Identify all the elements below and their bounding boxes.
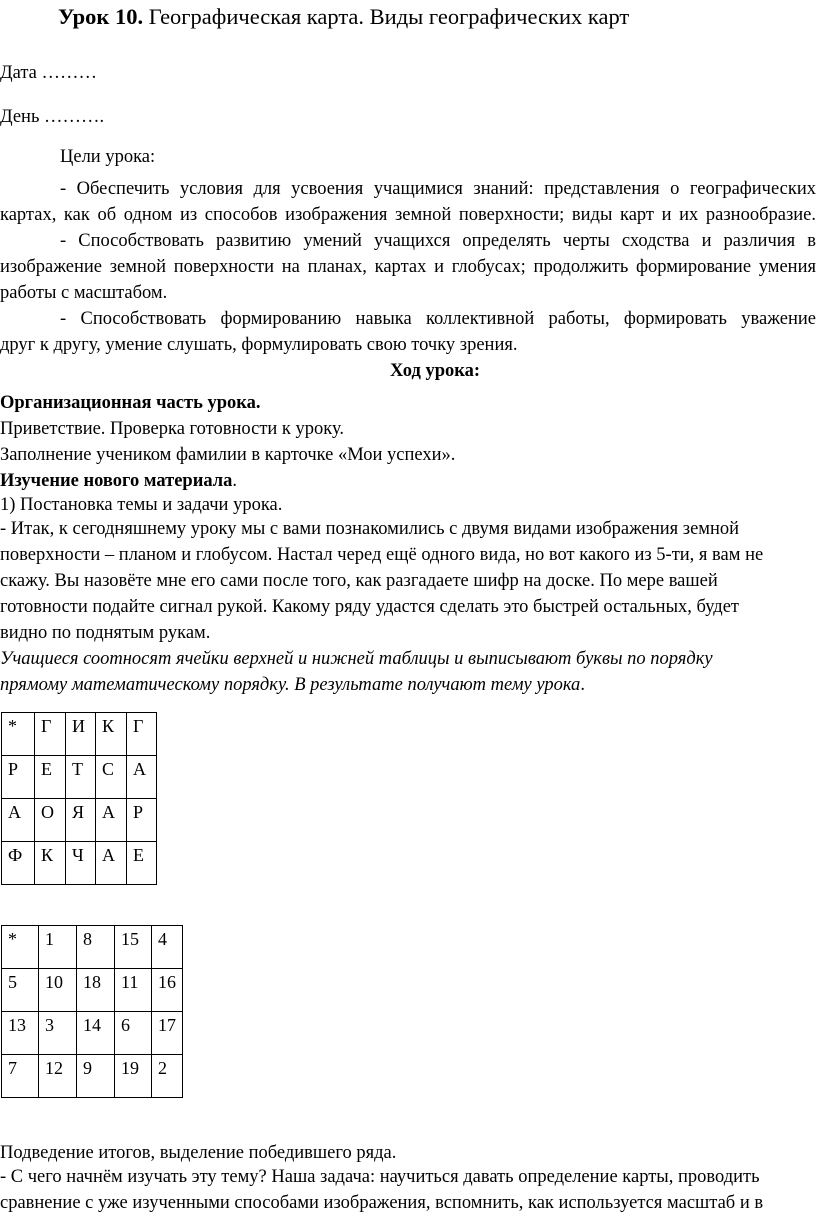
speech-line-2: поверхности – планом и глобусом. Настал черед ещё одного вида, но вот какого из 5-ти, я вам не (0, 545, 764, 565)
letters-cell: И (66, 713, 96, 756)
letters-cell: Г (35, 713, 66, 756)
numbers-cell: 7 (2, 1055, 39, 1098)
letters-cell: Ф (2, 842, 35, 885)
numbers-table-row (2, 1012, 183, 1055)
goal-2-line-3: работы с масштабом. (0, 283, 168, 303)
letters-table-row (2, 799, 157, 842)
numbers-cell: 15 (115, 926, 152, 969)
letters-cell: А (96, 799, 127, 842)
numbers-cell: 10 (39, 969, 77, 1012)
letters-cell: Я (66, 799, 96, 842)
new-material-label: Изучение нового материала (0, 471, 233, 491)
numbers-cell: 12 (39, 1055, 77, 1098)
numbers-cell: 3 (39, 1012, 77, 1055)
numbers-cell: 14 (77, 1012, 115, 1055)
speech-line-5: видно по поднятым рукам. (0, 623, 211, 643)
lesson-number: Урок 10. (58, 4, 144, 29)
numbers-cell: 18 (77, 969, 115, 1012)
course-heading: Ход урока: (389, 361, 481, 381)
instruction-line-2 (0, 672, 585, 698)
numbers-cell: 8 (77, 926, 115, 969)
letters-cell: Т (66, 756, 96, 799)
numbers-cell: 9 (77, 1055, 115, 1098)
goal-1-line-2: картах, как об одном из способов изображения земной поверхности; виды карт и их разнообразие. (0, 205, 816, 225)
letters-cell: К (96, 713, 127, 756)
numbers-table-row (2, 1055, 183, 1098)
numbers-cell: 6 (115, 1012, 152, 1055)
greeting-line: Приветствие. Проверка готовности к уроку. (0, 419, 345, 439)
numbers-cell: * (2, 926, 39, 969)
step-1-line: 1) Постановка темы и задачи урока. (0, 495, 283, 515)
letters-cell: К (35, 842, 66, 885)
new-material-heading (0, 468, 237, 494)
instruction-line-2-text: прямому математическому порядку. В результате получают тему урока (0, 675, 581, 695)
instruction-line-1: Учащиеся соотносят ячейки верхней и нижней таблицы и выписывают буквы по порядку (0, 649, 713, 669)
goal-3-line-1: - Способствовать формированию навыка коллективной работы, формировать уважение (60, 309, 816, 329)
card-fill-line: Заполнение учеником фамилии в карточке «Мои успехи». (0, 445, 456, 465)
letters-table-row (2, 756, 157, 799)
instruction-end-dot: . (580, 675, 585, 695)
numbers-cell: 17 (152, 1012, 183, 1055)
numbers-table (1, 925, 183, 1098)
goal-2-line-1: - Способствовать развитию умений учащихся определять черты сходства и различия в (60, 231, 816, 251)
numbers-cell: 19 (115, 1055, 152, 1098)
numbers-cell: 1 (39, 926, 77, 969)
numbers-table-row (2, 926, 183, 969)
letters-cell: С (96, 756, 127, 799)
question-line-1: - С чего начнём изучать эту тему? Наша задача: научиться давать определение карты, проводить (0, 1167, 760, 1187)
new-material-dot: . (232, 471, 238, 491)
numbers-cell: 11 (115, 969, 152, 1012)
letters-cell: Р (127, 799, 157, 842)
letters-cell: * (2, 713, 35, 756)
org-heading: Организационная часть урока. (0, 393, 261, 413)
numbers-cell: 2 (152, 1055, 183, 1098)
date-line: Дата ……… (0, 63, 97, 83)
numbers-cell: 5 (2, 969, 39, 1012)
speech-line-1: - Итак, к сегодняшнему уроку мы с вами познакомились с двумя видами изображения земной (0, 519, 740, 539)
day-line: День ………. (0, 107, 105, 127)
letters-cell: Р (2, 756, 35, 799)
speech-line-3: скажу. Вы назовёте мне его сами после того, как разгадаете шифр на доске. По мере вашей (0, 571, 718, 591)
goal-1-line-1: - Обеспечить условия для усвоения учащимися знаний: представления о географических (60, 179, 816, 199)
speech-line-4: готовности подайте сигнал рукой. Какому ряду удастся сделать это быстрей остальных, будет (0, 597, 740, 617)
letters-cell: О (35, 799, 66, 842)
letters-cell: А (2, 799, 35, 842)
letters-cell: А (127, 756, 157, 799)
letters-table (1, 712, 157, 885)
letters-cell: А (96, 842, 127, 885)
lesson-title (58, 2, 629, 32)
letters-table-row (2, 713, 157, 756)
lesson-topic: Географическая карта. Виды географических карт (143, 4, 630, 29)
numbers-cell: 4 (152, 926, 183, 969)
numbers-cell: 13 (2, 1012, 39, 1055)
numbers-table-row (2, 969, 183, 1012)
goal-2-line-2: изображение земной поверхности на планах, картах и глобусах; продолжить формирование умения (0, 257, 816, 277)
question-line-2: сравнение с уже изученными способами изображения, вспомнить, как используется масштаб и в (0, 1193, 764, 1213)
letters-cell: Ч (66, 842, 96, 885)
summary-line: Подведение итогов, выделение победившего ряда. (0, 1143, 397, 1163)
letters-cell: Г (127, 713, 157, 756)
goals-heading: Цели урока: (60, 147, 156, 167)
letters-cell: Е (35, 756, 66, 799)
letters-cell: Е (127, 842, 157, 885)
letters-table-row (2, 842, 157, 885)
numbers-cell: 16 (152, 969, 183, 1012)
goal-3-line-2: друг к другу, умение слушать, формулировать свою точку зрения. (0, 335, 518, 355)
